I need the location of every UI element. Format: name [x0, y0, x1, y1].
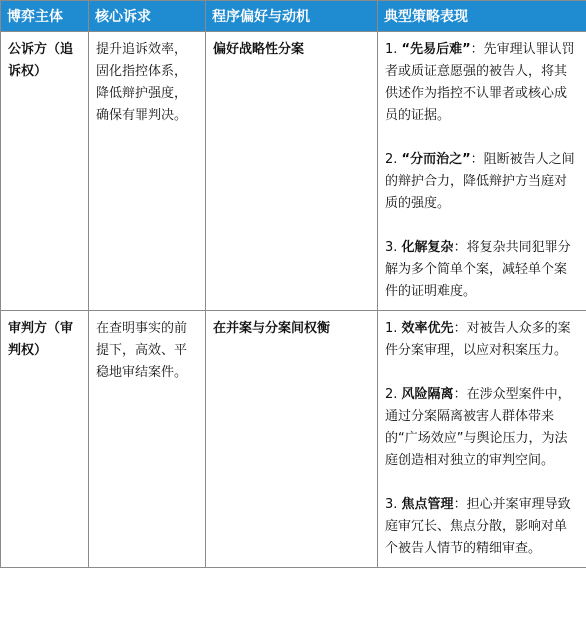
strategy-cell	[378, 32, 586, 311]
header-motive: 程序偏好与动机	[206, 1, 378, 32]
subject-cell: 公诉方（追诉权）	[1, 32, 89, 311]
header-claim: 核心诉求	[89, 1, 206, 32]
strategy-item: 2. “分而治之”：阻断被告人之间的辩护合力，降低辩护方当庭对质的强度。	[385, 152, 575, 211]
strategy-item: 3. 焦点管理：担心并案审理导致庭审冗长、焦点分散，影响对单个被告人情节的精细审查。	[385, 497, 571, 556]
strategy-item: 1. “先易后难”：先审理认罪认罚者或质证意愿强的被告人，将其供述作为指控不认罪者或核心成员的证据。	[385, 42, 575, 123]
claim-cell: 在查明事实的前提下，高效、平稳地审结案件。	[89, 311, 206, 568]
motive-cell: 偏好战略性分案	[206, 32, 378, 311]
header-subject: 博弈主体	[1, 1, 89, 32]
strategy-item: 3. 化解复杂：将复杂共同犯罪分解为多个简单个案，减轻单个案件的证明难度。	[385, 240, 571, 299]
table-row-judiciary	[1, 311, 586, 568]
strategy-item: 1. 效率优先：对被告人众多的案件分案审理，以应对积案压力。	[385, 321, 571, 358]
motive-cell: 在并案与分案间权衡	[206, 311, 378, 568]
table-header-row	[1, 1, 586, 32]
strategy-item: 2. 风险隔离：在涉众型案件中，通过分案隔离被害人群体带来的“广场效应”与舆论压力，为法庭创造相对独立的审判空间。	[385, 387, 571, 468]
strategy-cell	[378, 311, 586, 568]
table-row-prosecution	[1, 32, 586, 311]
header-strategy: 典型策略表现	[378, 1, 586, 32]
claim-cell: 提升追诉效率，固化指控体系，降低辩护强度，确保有罪判决。	[89, 32, 206, 311]
subject-cell: 审判方（审判权）	[1, 311, 89, 568]
